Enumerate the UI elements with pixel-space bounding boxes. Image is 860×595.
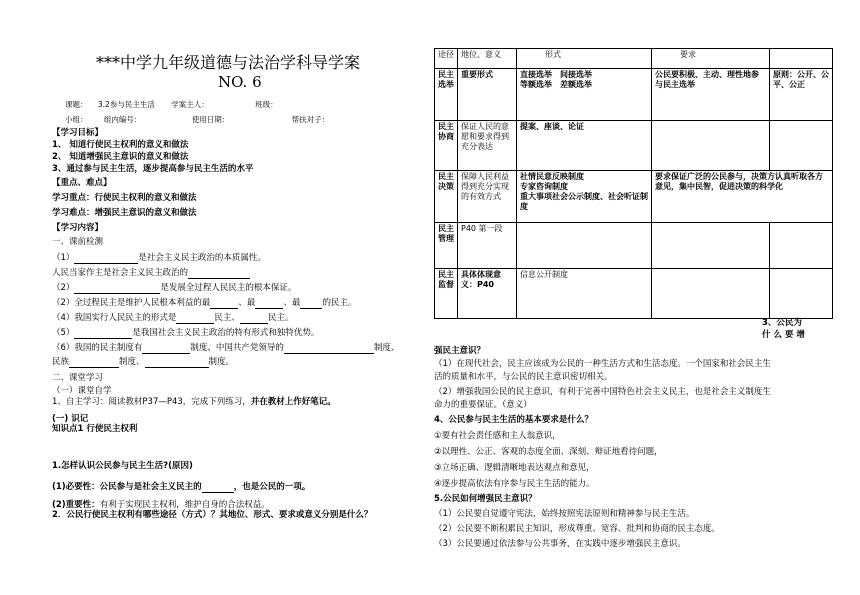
- header-cell: 要求: [652, 49, 770, 69]
- question-4: 4、公民参与民主生活的基本要求是什么？: [434, 415, 593, 425]
- goals-heading: 【学习目标】: [52, 128, 104, 138]
- answer-5-item: （1）公民要自觉遵守宪法，始终按照宪法原则和精神参与民主生活。: [434, 509, 695, 519]
- row-key: 民主决策: [435, 171, 458, 223]
- goal-item: 2、 知道增强民主意识的意义和做法: [52, 152, 189, 162]
- answer-3-p1b: 活的质量和水平，与公民的民主意识密切相关。: [434, 372, 613, 382]
- group-label: 小组：: [65, 115, 88, 124]
- content-heading: 【学习内容】: [52, 223, 104, 233]
- header-cell: 形式: [517, 49, 652, 69]
- page-title: ***中学九年级道德与法治学科导学案: [96, 53, 361, 72]
- row-form: 社情民意反映制度 专家咨询制度 重大事项社会公示制度、社会听证制度: [517, 171, 652, 223]
- answer-5-item: （2）公民要不断积累民主知识，形成尊重、宽容、批判和协商的民主态度。: [434, 524, 720, 534]
- member-label: 组内编号：: [103, 115, 142, 124]
- table-row: [435, 121, 833, 171]
- question-5: 5.公民如何增强民主意识？: [434, 494, 537, 504]
- table-row: [435, 171, 833, 223]
- table-header-row: [435, 49, 833, 69]
- necessity: (1)必要性：公民参与是社会主义民主的 ，也是公民的一项。: [52, 482, 311, 492]
- pre-q6: （5） 是我国社会主义民主政治的特有形式和独特优势。: [52, 328, 320, 338]
- question-3-part3: 强民主意识？: [434, 346, 486, 356]
- answer-5-item: （3）公民要通过依法参与公共事务，在实践中逐步增强民主意识。: [434, 539, 686, 549]
- keys-heading: 【重点、难点】: [52, 178, 112, 188]
- question-3-part1: 3、公民为: [762, 318, 802, 328]
- row-requirement: 要求保证广泛的公民参与，决策方认真听取各方意见，集中民智，促进决策的科学化: [652, 171, 833, 223]
- pre-q5: （4）我国实行人民民主的形式是 民主、 民主。: [52, 313, 294, 323]
- row-principle: 原则：公开、公平、公正: [770, 69, 833, 121]
- lesson-label: 课题：: [65, 100, 88, 109]
- importance: (2)重要性：有利于实现民主权利，维护自身的合法权益。: [52, 500, 270, 510]
- pre-q3: （2） 是发展全过程人民民主的根本保证。: [52, 283, 297, 293]
- lesson-row: [65, 99, 278, 110]
- row-meaning: 保证人民的意愿和要求得到充分表达: [458, 121, 517, 171]
- helper-label: 帮扶对子：: [291, 115, 330, 124]
- row-meaning: 保障人民利益得到充分实现的有效方式: [458, 171, 517, 223]
- header-cell: 地位、意义: [458, 49, 517, 69]
- knowledge-point: 知识点1 行使民主权利: [52, 424, 138, 434]
- answer-4-item: ③立场正确、逻辑清晰地表达观点和意见，: [434, 463, 595, 473]
- row-form: 提案、座谈、论证: [517, 121, 652, 171]
- table-row: [435, 69, 833, 121]
- document-number: NO. 6: [218, 73, 262, 91]
- pre-q2: 人民当家作主是社会主义民主政治的: [52, 268, 250, 279]
- class-heading: 二、课堂学习: [52, 373, 104, 383]
- self-study-heading: （一）课堂自学: [52, 386, 112, 396]
- answer-4-item: ①要有社会责任感和主人翁意识，: [434, 431, 561, 441]
- pre-q4: （2）全过程民主是维护人民根本利益的最 、最 、最 的民主。: [52, 298, 357, 308]
- date-label: 使用日期：: [191, 115, 230, 124]
- pre-q7: （6）我国的民主制度有 制度、中国共产党领导的 制度、: [52, 343, 400, 353]
- class-label: 班级：: [255, 100, 278, 109]
- answer-4-item: ④逐步提高依法有序参与民主生活的能力。: [434, 479, 595, 489]
- header-cell: 途径: [435, 49, 458, 69]
- goal-item: 3、通过参与民主生活，逐步提高参与民主生活的水平: [52, 164, 254, 174]
- answer-3-p2b: 命力的重要保证。（意义）: [434, 400, 532, 410]
- group-row: [65, 114, 329, 125]
- row-key: 民主协商: [435, 121, 458, 171]
- question-ways: 2．公民行使民主权利有哪些途径（方式）？其地位、形式、要求或意义分别是什么？: [52, 510, 373, 520]
- row-requirement: 公民要积极、主动、理性地参与民主选举: [652, 69, 770, 121]
- owner-label: 学案主人：: [171, 100, 209, 109]
- key-item: 学习重点：行使民主权利的意义和做法: [52, 193, 197, 203]
- row-meaning: P40 第一段: [458, 223, 517, 269]
- row-key: 民主选举: [435, 69, 458, 121]
- pre-q1: （1） 是社会主义民主政治的本质属性。: [52, 253, 266, 263]
- self-study-text: 1、自主学习：阅读教材P37—P43，完成下列练习，并在教材上作好笔记。: [52, 397, 336, 407]
- goal-item: 1、 知道行使民主权利的意义和做法: [52, 140, 189, 150]
- table-row: [435, 223, 833, 269]
- question-3-part2: 什 么 要 增: [762, 330, 805, 340]
- question-how: 1.怎样认识公民参与民主生活?(原因): [52, 461, 193, 471]
- answer-4-item: ②以理性、公正、客观的态度全面、深刻、辩证地看待问题，: [434, 447, 663, 457]
- pre-q7-cont: 民族 制度、 制度。: [52, 357, 235, 367]
- row-meaning: 重要形式: [458, 69, 517, 121]
- row-key: 民主监督: [435, 269, 458, 319]
- row-form: 直接选举 间接选举 等额选举 差额选举: [517, 69, 652, 121]
- key-item: 学习难点：增强民主意识的意义和做法: [52, 208, 197, 218]
- lesson-name: 3.2参与民主生活: [97, 100, 155, 109]
- row-meaning: 具体体现意义：P40: [458, 269, 517, 319]
- row-form: 信息公开制度: [517, 269, 652, 319]
- row-key: 民主管理: [435, 223, 458, 269]
- rights-table: [434, 48, 833, 319]
- answer-3-p2: （2）增强我国公民的民主意识，有利于完善中国特色社会主义民主，也是社会主义制度生: [434, 387, 771, 397]
- memorize-heading: (一) 识记: [52, 414, 89, 424]
- pre-test-heading: 一、课前检测: [52, 237, 104, 247]
- table-row: [435, 269, 833, 319]
- answer-3-p1: （1）在现代社会，民主应该成为公民的一种生活方式和生活态度。一个国家和社会民主生: [434, 359, 771, 369]
